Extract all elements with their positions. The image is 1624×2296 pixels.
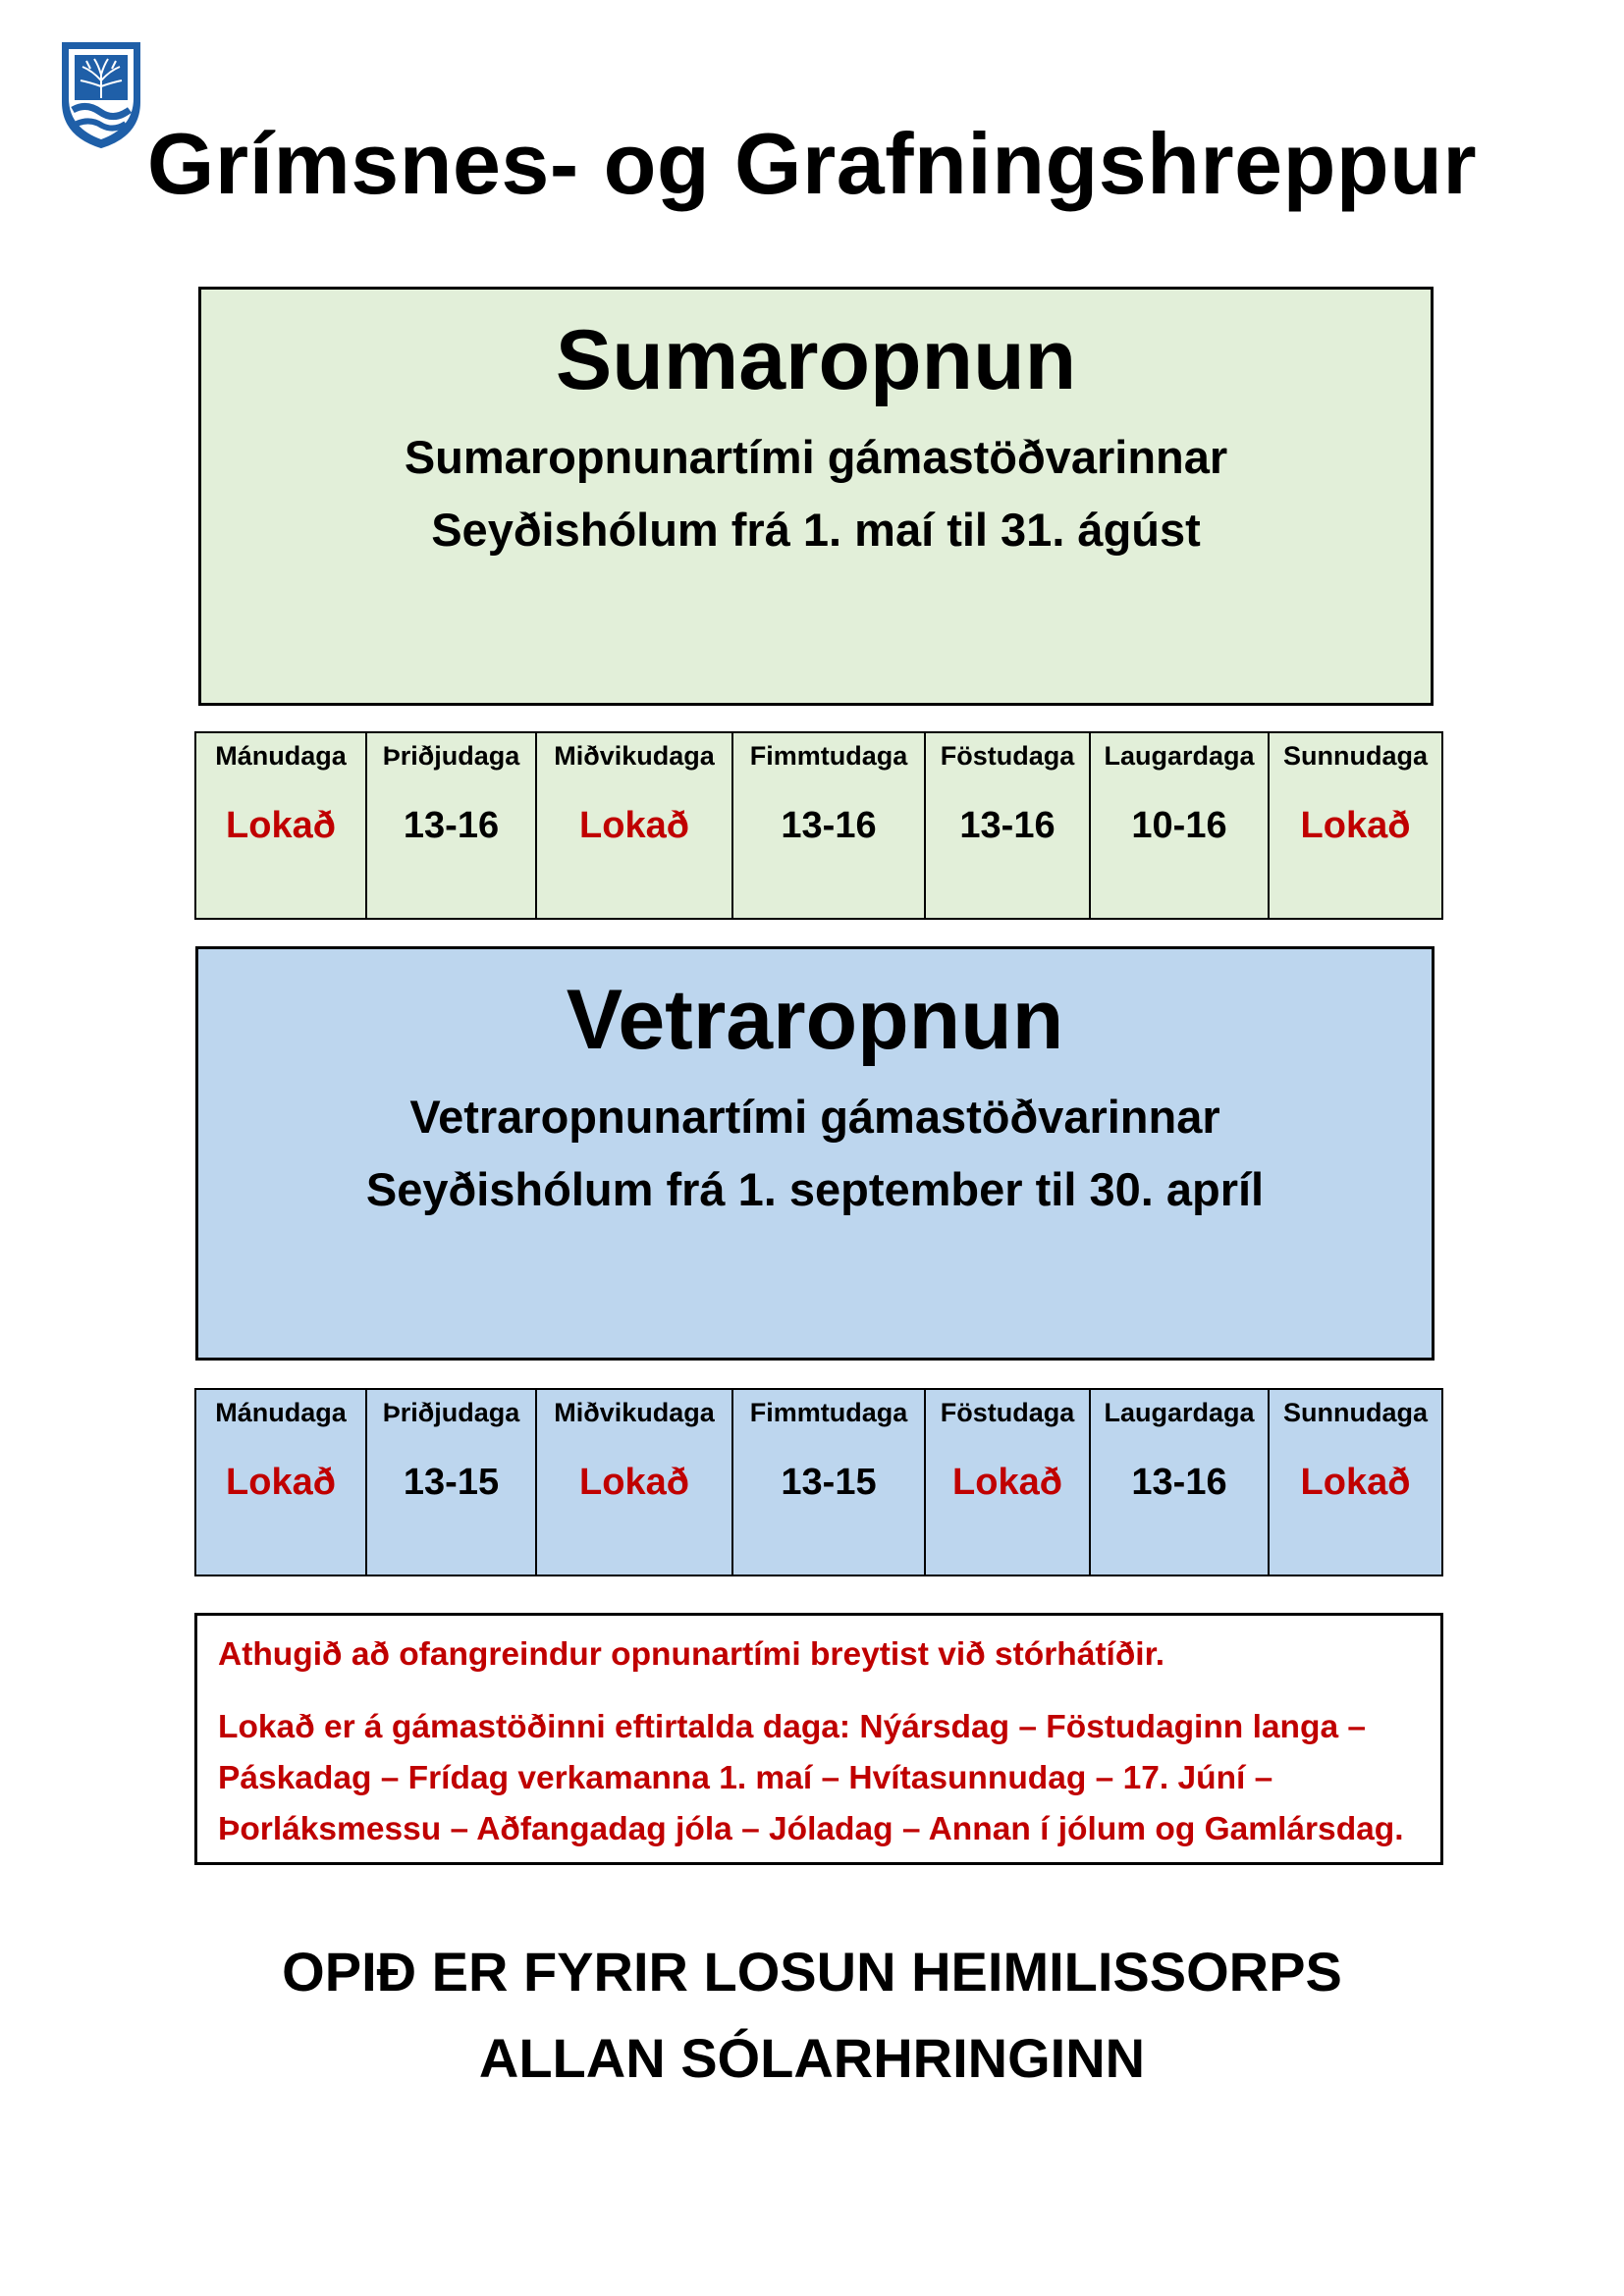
hours-value: 13-16 xyxy=(1131,1462,1227,1503)
table-row xyxy=(195,732,1442,919)
winter-title: Vetraropnun xyxy=(566,973,1064,1067)
summer-description-line2: Seyðishólum frá 1. maí til 31. ágúst xyxy=(431,504,1201,556)
schedule-cell xyxy=(1269,1389,1442,1575)
winter-info-box xyxy=(195,946,1435,1361)
hours-value: 13-16 xyxy=(403,805,500,846)
summer-schedule-table xyxy=(194,731,1443,920)
schedule-cell xyxy=(732,732,925,919)
winter-description-line1: Vetraropnunartími gámastöðvarinnar xyxy=(409,1091,1220,1143)
hours-value: Lokað xyxy=(579,1462,689,1503)
day-name: Föstudaga xyxy=(940,1398,1075,1427)
winter-schedule-table xyxy=(194,1388,1443,1576)
day-name: Fimmtudaga xyxy=(749,741,908,771)
day-name: Laugardaga xyxy=(1104,741,1255,771)
day-name: Laugardaga xyxy=(1104,1398,1255,1427)
schedule-cell xyxy=(536,1389,732,1575)
footer-message xyxy=(0,1929,1624,2102)
schedule-cell xyxy=(195,1389,366,1575)
hours-value: Lokað xyxy=(1300,805,1411,846)
day-name: Mánudaga xyxy=(215,741,347,771)
hours-value: Lokað xyxy=(952,1462,1062,1503)
summer-description-line1: Sumaropnunartími gámastöðvarinnar xyxy=(404,431,1228,483)
summer-info-box xyxy=(198,287,1434,706)
schedule-cell xyxy=(536,732,732,919)
schedule-cell xyxy=(366,1389,536,1575)
page-title: Grímsnes- og Grafningshreppur xyxy=(146,115,1478,212)
hours-value: Lokað xyxy=(1300,1462,1411,1503)
hours-value: 13-15 xyxy=(403,1462,500,1503)
schedule-cell xyxy=(1090,732,1269,919)
schedule-cell xyxy=(732,1389,925,1575)
day-name: Föstudaga xyxy=(940,741,1075,771)
hours-value: 13-16 xyxy=(781,805,877,846)
schedule-cell xyxy=(1090,1389,1269,1575)
day-name: Miðvikudaga xyxy=(554,741,715,771)
day-name: Sunnudaga xyxy=(1283,1398,1428,1427)
day-name: Þriðjudaga xyxy=(382,741,520,771)
hours-value: 13-16 xyxy=(959,805,1056,846)
footer-line1: OPIÐ ER FYRIR LOSUN HEIMILISSORPS xyxy=(282,1941,1342,2002)
holiday-notice-box xyxy=(194,1613,1443,1865)
day-name: Þriðjudaga xyxy=(382,1398,520,1427)
schedule-cell xyxy=(366,732,536,919)
schedule-cell xyxy=(925,732,1090,919)
summer-title: Sumaropnun xyxy=(555,313,1077,407)
holiday-notice-line1: Athugið að ofangreindur opnunartími breytist við stórhátíðir. xyxy=(218,1636,1165,1673)
day-name: Sunnudaga xyxy=(1283,741,1428,771)
schedule-cell xyxy=(925,1389,1090,1575)
schedule-cell xyxy=(1269,732,1442,919)
hours-value: Lokað xyxy=(579,805,689,846)
day-name: Mánudaga xyxy=(215,1398,347,1427)
footer-line2: ALLAN SÓLARHRINGINN xyxy=(478,2027,1146,2089)
hours-value: 10-16 xyxy=(1131,805,1227,846)
hours-value: 13-15 xyxy=(781,1462,877,1503)
winter-description-line2: Seyðishólum frá 1. september til 30. apríl xyxy=(365,1163,1265,1215)
table-row xyxy=(195,1389,1442,1575)
schedule-cell xyxy=(195,732,366,919)
day-name: Fimmtudaga xyxy=(749,1398,908,1427)
hours-value: Lokað xyxy=(226,1462,336,1503)
hours-value: Lokað xyxy=(226,805,336,846)
day-name: Miðvikudaga xyxy=(554,1398,715,1427)
holiday-notice-line2: Lokað er á gámastöðinni eftirtalda daga: Nýársdag – Föstudaginn langa – Páskadag – Frídag verkamanna 1. maí – Hvítasunnudag – 17. Júní – Þorláksmessu – Aðfangadag jóla – Jóladag – Annan í jólum og Gamlársdag. xyxy=(218,1709,1404,1847)
